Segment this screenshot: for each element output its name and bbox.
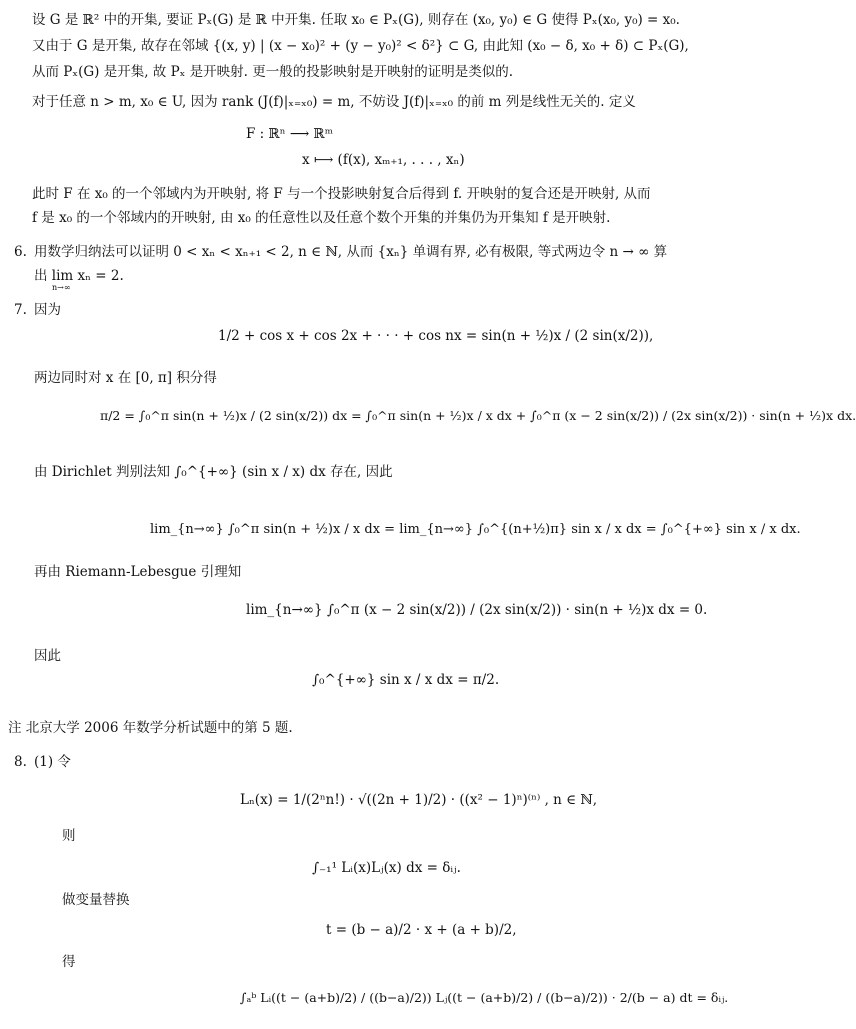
problem-8-line-2: 则 bbox=[62, 828, 76, 844]
equation-7-5: ∫₀^{+∞} sin x / x dx = π/2. bbox=[312, 672, 500, 688]
text-line-2: 又由于 G 是开集, 故存在邻域 {(x, y) | (x − x₀)² + (y − y₀)² < δ²} ⊂ G, 由此知 (x₀ − δ, x₀ + δ) ⊂ Pₓ(G), bbox=[32, 38, 689, 54]
problem-8-number: 8. bbox=[14, 754, 27, 770]
equation-F-def-1: F : ℝⁿ ⟶ ℝᵐ bbox=[246, 126, 333, 142]
problem-7-line-2: 两边同时对 x 在 [0, π] 积分得 bbox=[34, 370, 217, 386]
problem-6-line-2: 出 lim xₙ = 2. bbox=[34, 268, 124, 284]
problem-7-line-5: 因此 bbox=[34, 648, 61, 664]
problem-6-number: 6. bbox=[14, 244, 27, 260]
equation-7-1: 1/2 + cos x + cos 2x + · · · + cos nx = sin(n + ½)x / (2 sin(x/2)), bbox=[218, 328, 654, 344]
text-line-4: 对于任意 n > m, x₀ ∈ U, 因为 rank (J(f)|ₓ₌ₓ₀) = m, 不妨设 J(f)|ₓ₌ₓ₀ 的前 m 列是线性无关的. 定义 bbox=[32, 94, 636, 110]
equation-8-2: ∫₋₁¹ Lᵢ(x)Lⱼ(x) dx = δᵢⱼ. bbox=[312, 860, 461, 876]
problem-7-line-4: 再由 Riemann-Lebesgue 引理知 bbox=[34, 564, 242, 580]
text-line-5: 此时 F 在 x₀ 的一个邻域内为开映射, 将 F 与一个投影映射复合后得到 f. 开映射的复合还是开映射, 从而 bbox=[32, 186, 651, 202]
equation-7-2: π/2 = ∫₀^π sin(n + ½)x / (2 sin(x/2)) dx = ∫₀^π sin(n + ½)x / x dx + ∫₀^π (x − 2 sin(x/2)) / (2x sin(x/2)) · sin(n + ½)x dx. bbox=[100, 408, 856, 423]
problem-8-line-4: 得 bbox=[62, 954, 76, 970]
problem-7-line-3: 由 Dirichlet 判别法知 ∫₀^{+∞} (sin x / x) dx 存在, 因此 bbox=[34, 464, 393, 480]
note-line: 注 北京大学 2006 年数学分析试题中的第 5 题. bbox=[8, 720, 293, 736]
equation-8-3: t = (b − a)/2 · x + (a + b)/2, bbox=[326, 922, 517, 938]
text-line-6: f 是 x₀ 的一个邻域内的开映射, 由 x₀ 的任意性以及任意个数个开集的并集仍为开集知 f 是开映射. bbox=[32, 210, 611, 226]
equation-8-4: ∫ₐᵇ Lᵢ((t − (a+b)/2) / ((b−a)/2)) Lⱼ((t − (a+b)/2) / ((b−a)/2)) · 2/(b − a) dt = δᵢⱼ. bbox=[240, 990, 729, 1005]
problem-6-limit-subscript: n→∞ bbox=[52, 283, 71, 292]
problem-8-line-1: (1) 令 bbox=[34, 754, 71, 770]
equation-F-def-2: x ⟼ (f(x), xₘ₊₁, . . . , xₙ) bbox=[302, 152, 465, 168]
problem-8-line-3: 做变量替换 bbox=[62, 892, 130, 908]
problem-7-line-1: 因为 bbox=[34, 302, 61, 318]
problem-6-line-1: 用数学归纳法可以证明 0 < xₙ < xₙ₊₁ < 2, n ∈ ℕ, 从而 {xₙ} 单调有界, 必有极限, 等式两边令 n → ∞ 算 bbox=[34, 244, 668, 260]
equation-8-1: Lₙ(x) = 1/(2ⁿn!) · √((2n + 1)/2) · ((x² − 1)ⁿ)⁽ⁿ⁾ , n ∈ ℕ, bbox=[240, 792, 598, 808]
text-line-3: 从而 Pₓ(G) 是开集, 故 Pₓ 是开映射. 更一般的投影映射是开映射的证明是类似的. bbox=[32, 64, 514, 80]
equation-7-3: lim_{n→∞} ∫₀^π sin(n + ½)x / x dx = lim_{n→∞} ∫₀^{(n+½)π} sin x / x dx = ∫₀^{+∞} sin x / x dx. bbox=[150, 522, 801, 537]
text-line-1: 设 G 是 ℝ² 中的开集, 要证 Pₓ(G) 是 ℝ 中开集. 任取 x₀ ∈ Pₓ(G), 则存在 (x₀, y₀) ∈ G 使得 Pₓ(x₀, y₀) = x₀. bbox=[32, 12, 680, 28]
equation-7-4: lim_{n→∞} ∫₀^π (x − 2 sin(x/2)) / (2x sin(x/2)) · sin(n + ½)x dx = 0. bbox=[246, 602, 708, 618]
problem-7-number: 7. bbox=[14, 302, 27, 318]
